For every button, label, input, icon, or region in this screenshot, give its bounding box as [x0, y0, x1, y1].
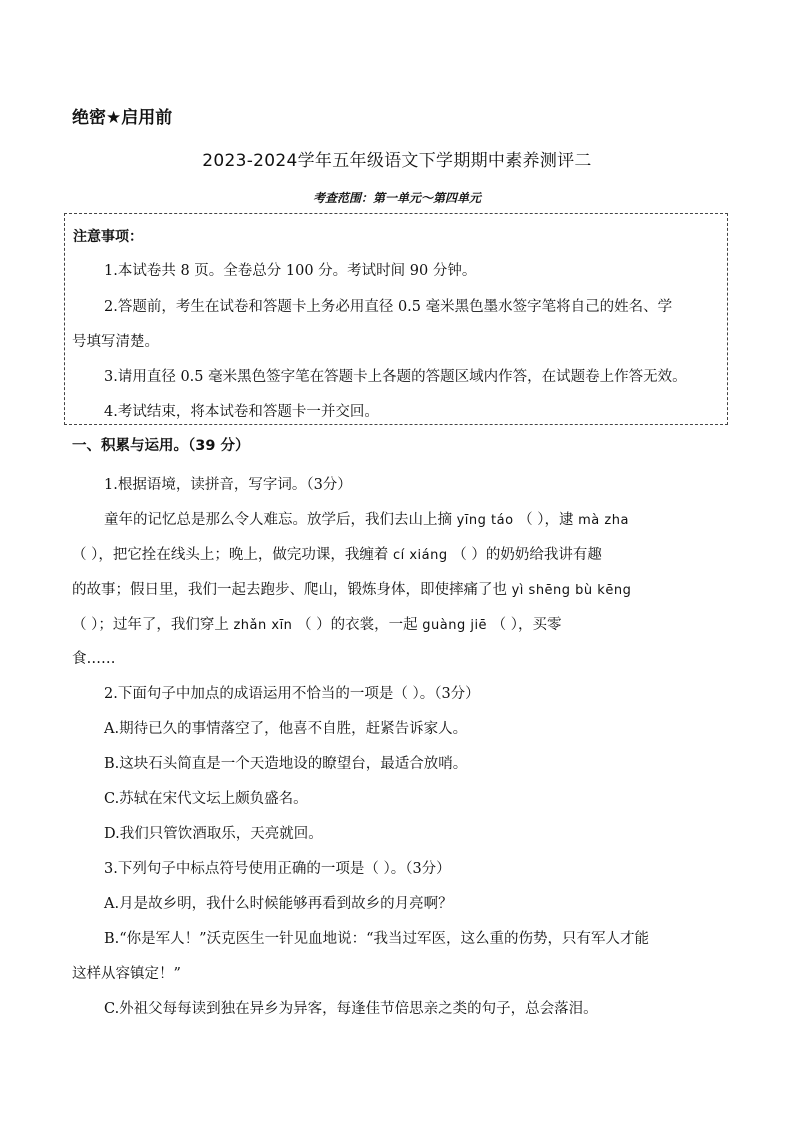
q1-l1-tail: （ ），逮 — [518, 512, 574, 528]
notice-item-4: 4.考试结束，将本试卷和答题卡一并交回。 — [104, 404, 379, 420]
q1-pinyin-3: cí xiáng — [392, 548, 448, 563]
section-heading: 一、积累与运用。（39 分） — [72, 438, 250, 454]
q3-option-b-cont: 这样从容镇定！” — [72, 966, 181, 982]
notice-item-3: 3.请用直径 0.5 毫米黑色签字笔在答题卡上各题的答题区域内作答，在试题卷上作答无效。 — [104, 369, 687, 385]
q1-line-3 — [72, 578, 631, 599]
q2-option-d: D.我们只管饮酒取乐，天亮就回。 — [104, 826, 323, 842]
exam-title: 2023-2024学年五年级语文下学期期中素养测评二 — [202, 151, 592, 171]
q1-l4-tail: （ ），买零 — [491, 617, 562, 633]
q3-stem: 3.下列句子中标点符号使用正确的一项是（ ）。（3分） — [104, 861, 451, 877]
q1-pinyin-4: yì shēng bù kēng — [511, 583, 632, 598]
q1-line-5: 食…… — [72, 651, 116, 667]
notice-heading: 注意事项： — [73, 229, 143, 245]
q3-option-c: C.外祖父每每读到独在异乡为异客，每逢佳节倍思亲之类的句子，总会落泪。 — [104, 1001, 598, 1017]
q1-line-1 — [104, 508, 629, 529]
q1-pinyin-6: guàng jiē — [422, 618, 488, 633]
q2-option-a: A.期待已久的事情落空了，他喜不自胜，赶紧告诉家人。 — [104, 721, 468, 737]
q1-line-2 — [72, 543, 602, 564]
q1-pinyin-2: mà zha — [578, 513, 629, 528]
q3-option-a: A.月是故乡明，我什么时候能够再看到故乡的月亮啊？ — [104, 896, 453, 912]
q1-l2-head: （ ），把它拴在线头上；晚上，做完功课，我缠着 — [72, 547, 389, 563]
q1-l4-mid: （ ）的衣裳，一起 — [297, 617, 418, 633]
q2-option-c: C.苏轼在宋代文坛上颇负盛名。 — [104, 791, 308, 807]
q1-l1-text: 童年的记忆总是那么令人难忘。放学后，我们去山上摘 — [104, 512, 452, 528]
exam-scope: 考查范围：第一单元～第四单元 — [312, 191, 481, 205]
notice-item-2: 2.答题前，考生在试卷和答题卡上务必用直径 0.5 毫米黑色墨水签字笔将自己的姓名、学 — [104, 299, 673, 315]
q1-pinyin-5: zhǎn xīn — [233, 618, 293, 633]
q1-stem: 1.根据语境，读拼音，写字词。（3分） — [104, 477, 352, 493]
notice-box — [64, 213, 728, 425]
confidential-label: 绝密★启用前 — [72, 108, 173, 128]
q1-l2-tail: （ ）的奶奶给我讲有趣 — [452, 547, 602, 563]
q2-option-b: B.这块石头简直是一个天造地设的瞭望台，最适合放哨。 — [104, 756, 468, 772]
q3-option-b: B.“你是军人！”沃克医生一针见血地说：“我当过军医，这么重的伤势，只有军人才能 — [104, 931, 649, 947]
q2-stem: 2.下面句子中加点的成语运用不恰当的一项是（ ）。（3分） — [104, 686, 480, 702]
notice-item-2-cont: 号填写清楚。 — [72, 334, 159, 350]
notice-item-1: 1.本试卷共 8 页。全卷总分 100 分。考试时间 90 分钟。 — [104, 263, 477, 279]
q1-pinyin-1: yīng táo — [456, 513, 514, 528]
q1-line-4 — [72, 613, 562, 634]
q1-l4-head: （ ）；过年了，我们穿上 — [72, 617, 229, 633]
q1-l3-text: 的故事；假日里，我们一起去跑步、爬山，锻炼身体，即使摔痛了也 — [72, 582, 507, 598]
